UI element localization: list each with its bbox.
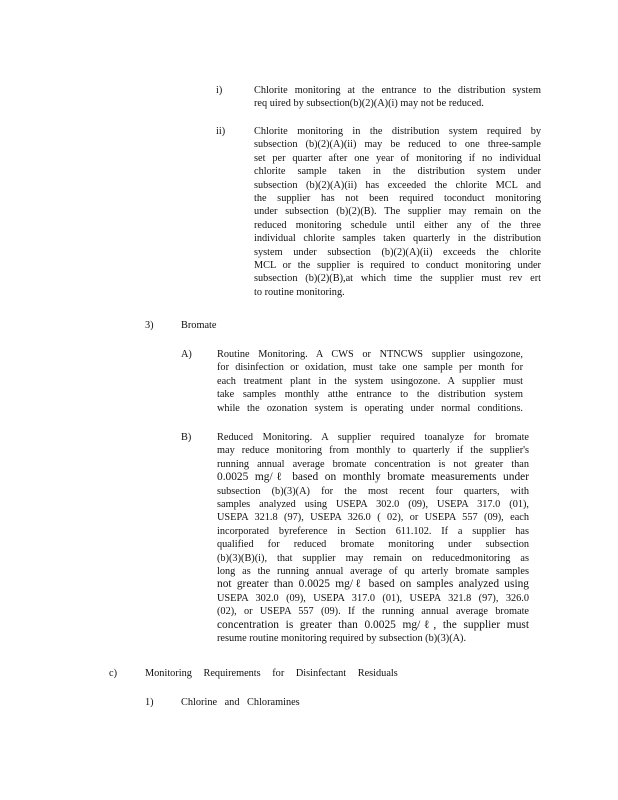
paragraph-line: Chlorite monitoring at the entrance to the distribution system [254,85,541,96]
paragraph-line: req uired by subsection(b)(2)(A)(i) may not be reduced. [254,98,484,110]
paragraph-line: individual chlorite samples taken quarterly in the distribution [254,233,541,245]
paragraph-line: subsection (b)(3)(A) for the most recent four quarters, with [217,485,529,497]
paragraph-line: Chlorite monitoring in the distribution system required by [254,126,541,137]
paragraph-line: subsection (b)(2)(B),at which time the supplier must rev ert [254,273,541,285]
paragraph-line: subsection (b)(2)(A)(ii) may be reduced to one three-sample [254,139,541,151]
paragraph-line: the supplier has not been required toconduct monitoring [254,193,541,205]
paragraph-line: MCL or the supplier is required to conduct monitoring under [254,260,541,272]
paragraph-line: for disinfection or oxidation, must take one sample per month for [217,362,523,374]
item-label: A) [181,349,192,360]
paragraph-line: resume routine monitoring required by subsection (b)(3)(A). [217,633,467,645]
paragraph-line: (02), or USEPA 557 (09). If the running annual average bromate [217,606,529,618]
paragraph-line: each treatment plant in the system usingozone. A supplier must [217,375,523,387]
subsection-title: Chlorine and Chloramines [181,697,300,708]
routine-monitoring-paragraph [217,348,523,415]
paragraph-line: incorporated byreference in Section 611.102. If a supplier has [217,525,529,537]
reduced-monitoring-paragraph [217,431,529,646]
paragraph-line: samples analyzed using USEPA 302.0 (09), USEPA 317.0 (01), [217,499,529,511]
section-title: Monitoring Requirements for Disinfectant Residuals [145,668,398,679]
subsection-number: 1) [145,697,154,708]
paragraph-line: while the ozonation system is operating under normal conditions. [217,402,523,414]
paragraph-line: reduced monitoring schedule until either any of the three [254,219,541,231]
section-number: 3) [145,320,154,331]
section-title: Bromate [181,320,217,331]
paragraph-line: under subsection (b)(2)(B). The supplier may remain on the [254,206,541,218]
paragraph-line: subsection (b)(2)(A)(ii) has exceeded the chlorite MCL and [254,179,541,191]
paragraph-line: not greater than 0.0025 mg/ℓ based on samples analyzed using [217,578,529,591]
paragraph-line: 0.0025 mg/ℓ based on monthly bromate measurements under [217,471,529,484]
paragraph-line: set per quarter after one year of monitoring if no individual [254,152,541,164]
paragraph-line: USEPA 321.8 (97), USEPA 326.0 ( 02), or USEPA 557 (09), each [217,512,529,524]
paragraph-line: to routine monitoring. [254,286,345,298]
item-label: B) [181,432,192,443]
paragraph-line: running annual average bromate concentration is not greater than [217,458,529,470]
item-paragraph [254,125,541,299]
paragraph-line: system under subsection (b)(2)(A)(ii) exceeds the chlorite [254,246,541,258]
paragraph-line: may reduce monitoring from monthly to quarterly if the supplier's [217,445,529,457]
paragraph-line: Reduced Monitoring. A supplier required toanalyze for bromate [217,432,529,443]
paragraph-line: qualified for reduced bromate monitoring under subsection [217,539,529,551]
paragraph-line: take samples monthly atthe entrance to the distribution system [217,389,523,401]
section-letter: c) [109,668,117,679]
paragraph-line: long as the running annual average of qu arterly bromate samples [217,566,529,578]
paragraph-line: Routine Monitoring. A CWS or NTNCWS supplier usingozone, [217,349,523,360]
item-paragraph [254,84,541,111]
paragraph-line: (b)(3)(B)(i), that supplier may remain on reducedmonitoring as [217,552,529,564]
paragraph-line: USEPA 302.0 (09), USEPA 317.0 (01), USEPA 321.8 (97), 326.0 [217,592,529,604]
paragraph-line: concentration is greater than 0.0025 mg/ℓ, the supplier must [217,618,529,631]
item-label: i) [216,85,223,96]
paragraph-line: chlorite sample taken in the distribution system under [254,166,541,178]
item-label: ii) [216,126,226,137]
